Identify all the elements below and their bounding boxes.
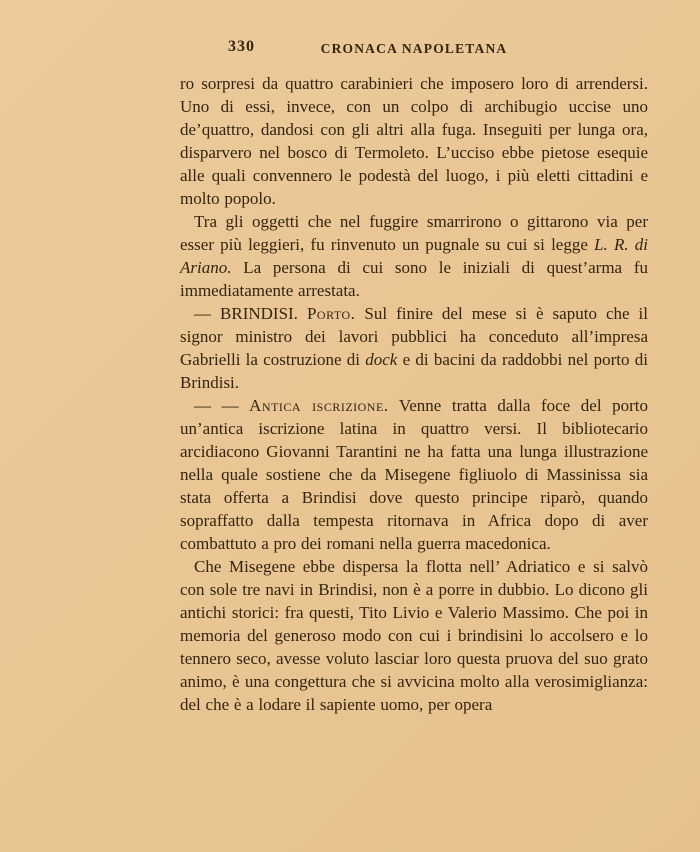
paragraph-continuation bbox=[180, 72, 648, 210]
entry-topic: Porto. bbox=[306, 304, 356, 323]
paragraph-brindisi-porto bbox=[180, 302, 648, 394]
paragraph-text: Tra gli oggetti che nel fuggire smarrirono o gittarono via per esser più leggieri, fu rinvenuto un pugnale su cui si legge bbox=[180, 212, 648, 254]
paragraph-text: Sul finire del mese si è saputo che il signor ministro dei lavori pubblici ha conceduto all’impresa Gabrielli la costruzione di bbox=[180, 304, 649, 369]
paragraph-text: Che Misegene ebbe dispersa la flotta nell’ Adriatico e si salvò con sole tre navi in Brindisi, non è a porre in dubbio. Lo dicono gli antichi storici: fra questi, Tito Livio e Valerio Massimo. Che poi in memoria del generoso modo con cui i brindisini lo accolsero e lo tennero seco, avesse voluto lasciar loro questa pruova del suo grato animo, è una congettura che si avvicina molto alla verosimiglianza: del che è a lodare il sapiente uomo, per opera bbox=[180, 557, 648, 714]
entry-dash: — — bbox=[194, 396, 250, 415]
foreign-word: dock bbox=[365, 350, 398, 369]
entry-place: BRINDISI. bbox=[220, 304, 307, 323]
entry-dash: — bbox=[194, 304, 221, 323]
entry-topic: Antica iscrizione. bbox=[249, 396, 389, 415]
page-header bbox=[180, 38, 648, 60]
paragraph-pugnale bbox=[180, 210, 648, 302]
body-text bbox=[180, 72, 648, 716]
paragraph-text: e di bacini da raddobbi nel porto di Brindisi. bbox=[180, 350, 648, 392]
text-block bbox=[180, 38, 648, 716]
paragraph-text: ro sorpresi da quattro carabinieri che imposero loro di arrendersi. Uno di essi, invece, con un colpo di archibugio uccise uno de’quattro, dandosi con gli altri alla fuga. Inseguiti per lunga ora, disparvero nel bosco di Termoleto. L’ucciso ebbe pietose esequie alle quali convennero le podestà del luogo, i più eletti cittadini e molto popolo. bbox=[180, 74, 648, 208]
paragraph-text: La persona di cui sono le iniziali di quest’arma fu immediatamente arrestata. bbox=[180, 258, 648, 300]
paragraph-misegene bbox=[180, 555, 648, 716]
inscription-text: L. R. di Ariano. bbox=[180, 235, 649, 277]
page-number: 330 bbox=[228, 38, 255, 55]
paragraph-text: Venne tratta dalla foce del porto un’antica iscrizione latina in quattro versi. Il bibliotecario arcidiacono Giovanni Tarantini ne ha fatta una lunga illustrazione nella quale sostiene che da Misegene figliuolo di Massinissa sia stata offerta a Brindisi dove questo principe riparò, quando sopraffatto dalla tempesta ritornava in Africa dopo di aver combattuto a pro dei romani nella guerra macedonica. bbox=[180, 396, 648, 553]
running-title: CRONACA NAPOLETANA bbox=[320, 41, 508, 56]
paragraph-antica-iscrizione bbox=[180, 394, 648, 555]
